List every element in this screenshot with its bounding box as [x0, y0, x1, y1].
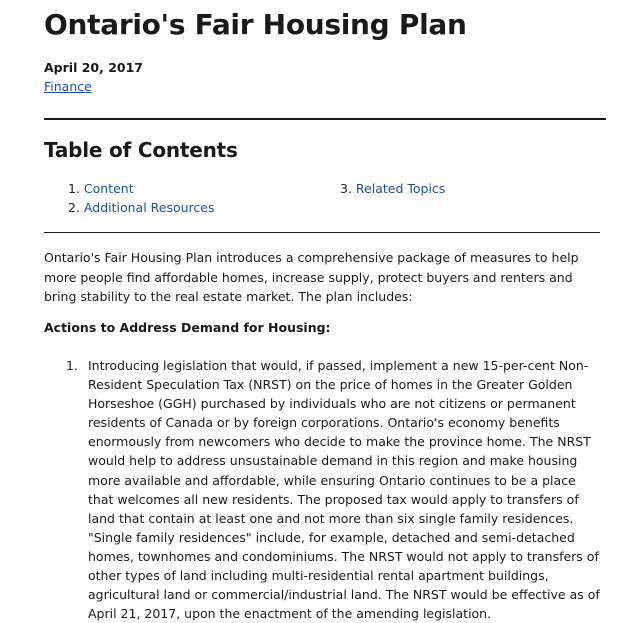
toc-item-number: 3.	[340, 181, 352, 196]
toc-link-related-topics[interactable]: Related Topics	[355, 181, 446, 196]
section-heading-demand: Actions to Address Demand for Housing:	[44, 320, 331, 335]
toc-item-number: 2.	[68, 200, 80, 215]
list-item-number: 1.	[66, 358, 78, 373]
intro-paragraph: Ontario's Fair Housing Plan introduces a comprehensive package of measures to help more people find affordable homes, increase supply, protect buyers and renters and bring stability to the real estate market. The plan includes:	[44, 250, 579, 304]
list-item-text: Introducing legislation that would, if passed, implement a new 15-per-cent Non-Resident Speculation Tax (NRST) on the price of homes in the Greater Golden Horseshoe (GGH) purchased by individuals who are not citizens or permanent residents of Canada or by foreign corporations. Ontario's economy benefits enormously from newcomers who decide to make the province home. The NRST would help to address unsustainable demand in this region and make housing more available and affordable, while ensuring Ontario continues to be a place that welcomes all new residents. The proposed tax would apply to transfers of land that contain at least one and not more than six single family residences. "Single family residences" include, for example, detached and semi-detached homes, townhomes and condominiums. The NRST would not apply to transfers of other types of land including multi-residential rental apartment buildings, agricultural land or commercial/industrial land. The NRST would be effective as of April 21, 2017, upon the enactment of the amending legislation.	[88, 358, 600, 622]
toc-item-related-topics	[340, 179, 445, 198]
toc-link-content[interactable]: Content	[83, 181, 134, 196]
category-link-finance[interactable]: Finance	[44, 79, 92, 94]
top-divider	[44, 118, 606, 120]
toc-item-number: 1.	[68, 181, 80, 196]
toc-item-content	[68, 179, 214, 198]
toc-heading: Table of Contents	[44, 138, 238, 162]
toc-item-additional-resources	[68, 198, 214, 217]
toc-list-right	[340, 179, 445, 198]
publish-date: April 20, 2017	[44, 60, 143, 75]
toc-divider	[44, 232, 600, 233]
toc-link-additional-resources[interactable]: Additional Resources	[83, 200, 215, 215]
list-item	[66, 356, 602, 623]
page-title: Ontario's Fair Housing Plan	[44, 8, 467, 41]
toc-list-left	[68, 179, 214, 217]
actions-list	[66, 356, 602, 623]
